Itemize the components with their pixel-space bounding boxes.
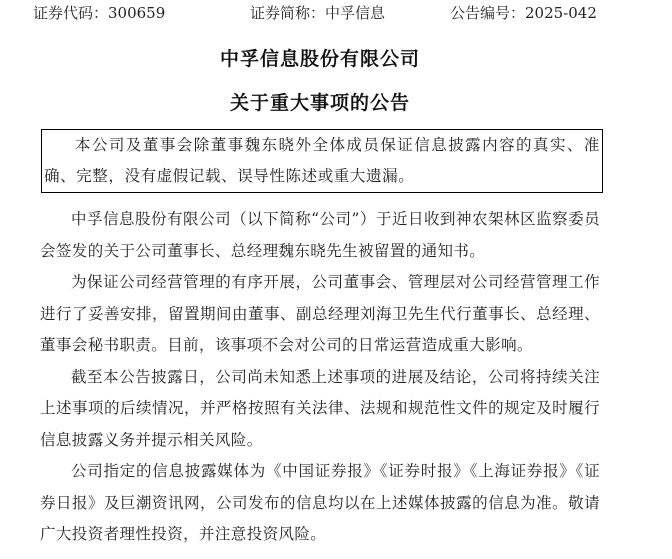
document-header xyxy=(0,2,672,24)
paragraph-management-arrangement: 为保证公司经营管理的有序开展，公司董事会、管理层对公司经营管理工作进行了妥善安排，留置期间由董事、副总经理刘海卫先生代行董事长、总经理、董事会秘书职责。目前，该事项不会对公司的日常运营造成重大影响。 xyxy=(40,273,600,354)
paragraph-designated-media: 公司指定的信息披露媒体为《中国证券报》《证券时报》《上海证券报》《证券日报》及巨潮资讯网，公司发布的信息均以在上述媒体披露的信息为准。敬请广大投资者理性投资，并注意投资风险。 xyxy=(40,462,600,543)
announcement-body xyxy=(40,204,600,551)
disclosure-statement: 本公司及董事会除董事魏东晓外全体成员保证信息披露内容的真实、准确、完整，没有虚假记载、误导性陈述或重大遗漏。 xyxy=(44,136,600,185)
paragraph-progress-disclosure: 截至本公告披露日，公司尚未知悉上述事项的进展及结论，公司将持续关注上述事项的后续情况，并严格按照有关法律、法规和规范性文件的规定及时履行信息披露义务并提示相关风险。 xyxy=(40,367,600,449)
stock-code: 证券代码：300659 xyxy=(33,4,166,22)
company-title: 中孚信息股份有限公司 xyxy=(219,48,420,70)
paragraph-notice-received: 中孚信息股份有限公司（以下简称“公司”）于近日收到神农架林区监察委员会签发的关于公司董事长、总经理魏东晓先生被留置的通知书。 xyxy=(40,210,600,260)
announcement-title: 关于重大事项的公告 xyxy=(229,92,410,114)
announcement-number: 公告编号：2025-042 xyxy=(450,4,597,22)
disclosure-statement-box xyxy=(41,129,603,193)
stock-abbreviation: 证券简称：中孚信息 xyxy=(250,4,386,22)
